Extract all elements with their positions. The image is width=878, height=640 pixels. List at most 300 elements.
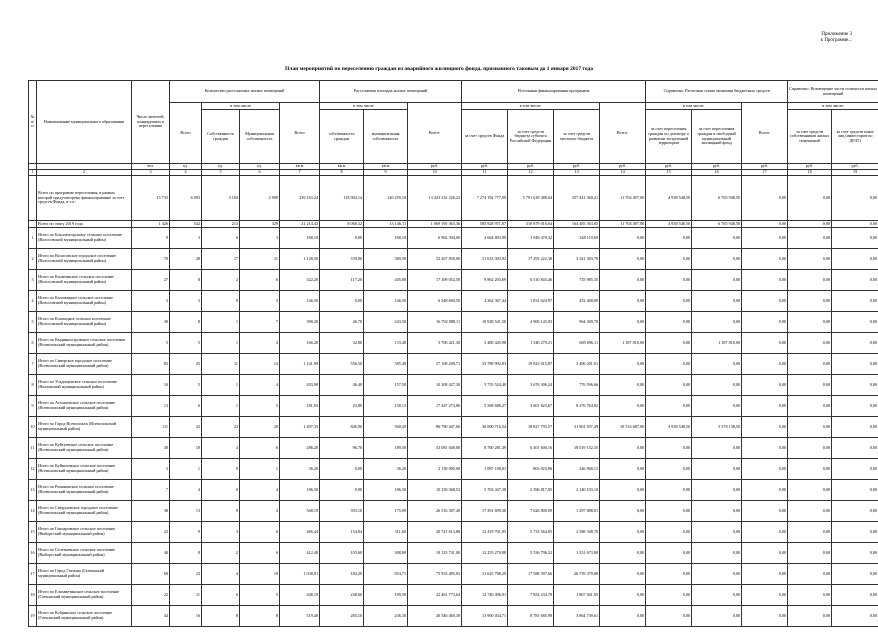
value-cell: 286,20 [280,438,320,459]
value-cell: 329 [240,221,280,228]
value-cell: 0,00 [788,417,832,438]
row-number: 5 [29,312,37,333]
value-cell: 0 [202,459,240,480]
value-cell: 0,00 [646,312,692,333]
column-number: 15 [646,170,692,176]
table-row [29,522,878,543]
row-number: 15 [29,522,37,543]
municipality-name: Итого по Город Всеволожск (Всеволожский муниципальный район) [37,417,132,438]
value-cell: 9 [132,228,170,249]
value-cell: 0,00 [742,564,788,585]
value-cell: 4 [240,480,280,501]
value-cell: 4 938 548,50 [646,176,692,221]
value-cell: 0,00 [742,312,788,333]
value-cell: 0,00 [600,375,646,396]
column-number: 12 [508,170,554,176]
value-cell: 0,00 [646,228,692,249]
value-cell: 6 [240,543,280,564]
value-cell: 0,00 [646,249,692,270]
value-cell: 3 184 [202,176,240,221]
table-row [29,176,878,221]
value-cell: 0,00 [742,522,788,543]
value-cell: 164 485 363,65 [554,221,600,228]
value-cell: 0,00 [742,375,788,396]
value-cell: 542 [170,221,202,228]
value-cell: 412,40 [280,543,320,564]
col-area-municipal: муниципальная собственность [364,110,408,164]
value-cell: 310 879 016,64 [508,221,554,228]
value-cell: 11 [170,585,202,606]
value-cell: 0,00 [832,375,878,396]
value-cell: 69 [132,564,170,585]
value-cell: 0,00 [832,564,878,585]
column-number: 18 [788,170,832,176]
row-number: 6 [29,333,37,354]
value-cell: 0,00 [788,438,832,459]
value-cell: 348 119,69 [554,228,600,249]
row-number: 7 [29,354,37,375]
value-cell: 0,00 [646,375,692,396]
value-cell: 12 255 270,88 [462,543,508,564]
value-cell: 0,00 [692,606,742,627]
value-cell: 11 704 497,00 [600,221,646,228]
value-cell: 26 739 379,88 [554,564,600,585]
value-cell: 4 [202,564,240,585]
resettlement-plan-table [28,80,878,627]
value-cell: 6 765 948,50 [692,176,742,221]
unit-cell: руб. [788,164,832,170]
value-cell: 3 864 739,61 [554,606,600,627]
value-cell: 5 755 524,40 [462,375,508,396]
row-number: 17 [29,564,37,585]
value-cell: 846,90 [320,417,364,438]
col-fund: за счет средств Фонда [462,110,508,164]
value-cell: 0,00 [788,522,832,543]
value-cell: 23 [202,417,240,438]
table-row [29,438,878,459]
value-cell: 203,90 [280,375,320,396]
value-cell: 0,00 [692,270,742,291]
value-cell: 1 [240,459,280,480]
unit-cell: руб. [832,164,878,170]
value-cell: 0,00 [320,228,364,249]
value-cell: 0,00 [832,176,878,221]
value-cell: 10 [132,375,170,396]
value-cell: 6 510 843,46 [508,270,554,291]
value-cell: 0,00 [788,543,832,564]
value-cell: 4 [240,375,280,396]
value-cell: 0,00 [832,354,878,375]
unit-cell: кв.м [320,164,364,170]
value-cell: 0,00 [692,291,742,312]
value-cell: 4 [240,501,280,522]
col-area-citizens: собственность граждан [320,110,364,164]
col-area-total: Всего [280,103,320,164]
value-cell: 3 [240,291,280,312]
value-cell: 0,00 [646,438,692,459]
value-cell: 11 704 497,00 [600,176,646,221]
value-cell: 390,20 [280,312,320,333]
value-cell: 0,00 [600,396,646,417]
value-cell: 0,00 [832,333,878,354]
value-cell: 5 [170,375,202,396]
value-cell: 1 407,35 [280,417,320,438]
savings-subheader: в том числе: [646,103,742,110]
value-cell: 0,00 [320,480,364,501]
value-cell: 0,00 [788,228,832,249]
value-cell: 1 426 [132,221,170,228]
value-cell: 308,80 [364,543,408,564]
value-cell: 0,00 [646,564,692,585]
table-row [29,354,878,375]
value-cell: 11 [240,249,280,270]
value-cell: 6 [202,585,240,606]
value-cell: 6 [240,522,280,543]
value-cell: 0,00 [832,459,878,480]
municipality-name: Итого по Сиверское городское поселение (Всеволожский муниципальный район) [37,354,132,375]
value-cell: 1 540 279,21 [508,333,554,354]
table-row [29,459,878,480]
value-cell: 964 300,78 [554,312,600,333]
value-cell: 21 214,43 [280,221,320,228]
col-savings-total: Всего: [600,103,646,164]
value-cell: 0,00 [788,375,832,396]
value-cell: 0,00 [742,221,788,228]
value-cell: 10 [170,438,202,459]
value-cell: 5 [132,333,170,354]
row-number: 11 [29,438,37,459]
value-cell: 8 [240,606,280,627]
municipality-name: Итого по Селезневское сельское поселение (Выборгский муниципальный район) [37,543,132,564]
value-cell: 0,00 [832,270,878,291]
value-cell: 0,00 [646,354,692,375]
value-cell: 22 [132,585,170,606]
value-cell: 0,00 [600,501,646,522]
value-cell: 0,00 [600,606,646,627]
value-cell: 0,00 [320,291,364,312]
value-cell: 556,50 [320,354,364,375]
row-number: 4 [29,291,37,312]
value-cell: 2 138 000,00 [408,459,462,480]
value-cell: 8 781 685,98 [508,606,554,627]
value-cell: 5 568 686,27 [462,396,508,417]
value-cell: 0,00 [600,228,646,249]
row-number: 13 [29,480,37,501]
municipality-name: Итого по Елизаветинское сельское поселение (Гатчинский муниципальный район) [37,585,132,606]
value-cell: 448,10 [280,585,320,606]
value-cell: 3 676 306,24 [508,375,554,396]
value-cell: 0,00 [742,176,788,221]
value-cell: 0,00 [692,543,742,564]
value-cell: 5 702 447,38 [462,480,508,501]
value-cell: 146,50 [280,291,320,312]
group-savings: Справочно: Расчетная сумма экономии бюджетных средств [646,81,788,103]
value-cell: 5 536 796,32 [508,543,554,564]
municipality-name: Итого по Свердловское городское поселение (Всеволожский муниципальный район) [37,501,132,522]
value-cell: 0,00 [600,585,646,606]
value-cell: 5 733 564,05 [508,522,554,543]
col-local-budget: за счет средств местного бюджета [554,110,600,164]
value-cell: 0 [202,480,240,501]
value-cell: 27 [132,270,170,291]
unit-cell: руб. [600,164,646,170]
value-cell: 560,45 [364,417,408,438]
value-cell: 283,10 [320,606,364,627]
value-cell: 13 146,11 [364,221,408,228]
value-cell: 38 [132,501,170,522]
column-number: 3 [132,170,170,176]
value-cell: 685 696,11 [554,333,600,354]
value-cell: 735 985,35 [554,270,600,291]
value-cell: 0,00 [600,438,646,459]
value-cell: 7 854 234,78 [508,585,554,606]
col-subject-budget: за счет средств бюджета субъекта Российской Федерации [508,110,554,164]
value-cell: 1 069 195 363,36 [408,221,462,228]
value-cell: 0,00 [788,459,832,480]
value-cell: 0,00 [646,396,692,417]
value-cell: 10 239 368,53 [408,480,462,501]
table-row [29,606,878,627]
value-cell: 6 765 948,50 [692,221,742,228]
unit-cell: руб. [462,164,508,170]
value-cell: 1 831 624,97 [508,291,554,312]
value-cell: 0,00 [788,333,832,354]
value-cell: 23 [132,522,170,543]
value-cell: 0,00 [646,291,692,312]
value-cell: 6 [170,396,202,417]
value-cell: 19 123 741,00 [408,543,462,564]
value-cell: 0,00 [320,459,364,480]
column-number: 10 [408,170,462,176]
value-cell: 0,00 [742,333,788,354]
value-cell: 213 [202,221,240,228]
value-cell: 83 [132,354,170,375]
value-cell: 1 [202,396,240,417]
value-cell: 0,00 [742,606,788,627]
value-cell: 31 961 937,49 [554,417,600,438]
value-cell: 103,60 [320,543,364,564]
column-number: 1 [29,170,37,176]
value-cell: 0,00 [692,522,742,543]
appendix-note: Приложение 3 к Программе... [820,32,852,43]
column-number: 7 [280,170,320,176]
value-cell: 8 [170,543,202,564]
column-number: 6 [240,170,280,176]
value-cell: 33 081 040,00 [408,438,462,459]
table-row [29,501,878,522]
count-subheader: в том числе [202,103,280,110]
value-cell: 466,44 [280,522,320,543]
value-cell: 36,20 [280,459,320,480]
value-cell: 186,30 [280,480,320,501]
value-cell: 1 297 888,01 [554,501,600,522]
value-cell: 75 933 485,83 [408,564,462,585]
value-cell: 166,20 [280,333,320,354]
municipality-name: Итого по Калитинское сельское поселение (Волосовский муниципальный район) [37,270,132,291]
column-number: 4 [170,170,202,176]
value-cell: 18 019 152,35 [554,438,600,459]
value-cell: 184,20 [320,564,364,585]
unit-cell: руб. [508,164,554,170]
value-cell: 0,00 [600,249,646,270]
value-cell: 17 588 397,66 [508,564,554,585]
value-cell: 25 [170,354,202,375]
group-area: Расселяемая площадь жилых помещений [320,81,462,103]
value-cell: 1 [202,333,240,354]
value-cell: 0,00 [832,221,878,228]
municipality-name: Итого по Волосовское городское поселение (Волосовский муниципальный район) [37,249,132,270]
row-number: 1 [29,228,37,249]
value-cell: 5 706 421,30 [408,333,462,354]
table-row [29,333,878,354]
value-cell: 181,93 [280,396,320,417]
column-number: 11 [462,170,508,176]
value-cell: 20 741 613,80 [408,522,462,543]
value-cell: 175,09 [364,501,408,522]
value-cell: 0,00 [692,501,742,522]
value-cell: 33 789 992,83 [462,354,508,375]
unit-cell: руб. [646,164,692,170]
value-cell: 1 867 041,95 [554,585,600,606]
value-cell: 10 208 427,30 [408,375,462,396]
municipality-name: Итого по Кобринское сельское поселение (Гатчинский муниципальный район) [37,606,132,627]
value-cell: 133,40 [364,333,408,354]
value-cell: 0,00 [742,459,788,480]
value-cell: 0,00 [742,396,788,417]
value-cell: 2 [202,543,240,564]
value-cell: 6 548 660,50 [408,291,462,312]
refund-subheader: в том числе: [788,103,878,110]
value-cell: 17 109 052,50 [408,270,462,291]
row-number: 18 [29,585,37,606]
col-residents: Число жителей, планируемых к переселению [132,81,170,164]
value-cell: 0,00 [742,543,788,564]
value-cell: 0,00 [646,522,692,543]
value-cell: 18 827 793,57 [508,417,554,438]
column-number: 14 [600,170,646,176]
value-cell: 1 038,91 [280,564,320,585]
value-cell: 8 068,32 [320,221,364,228]
value-cell: 1 087 108,01 [462,459,508,480]
value-cell: 16 792 988,11 [408,312,462,333]
municipality-name: Итого по Город Гатчина (Гатчинский муниципальный район) [37,564,132,585]
value-cell: 0,00 [692,459,742,480]
value-cell: 0,00 [742,501,788,522]
municipality-name: Итого по Бокситогорскому сельское поселение (Волосовский муниципальный район) [37,228,132,249]
table-row [29,228,878,249]
col-refund-total: Всего: [742,103,788,164]
value-cell: 157,50 [364,375,408,396]
value-cell: 0,00 [646,543,692,564]
value-cell: 10 516 687,00 [600,417,646,438]
value-cell: 13 423 232 226,23 [408,176,462,221]
value-cell: 9 [202,501,240,522]
table-row [29,564,878,585]
column-number: 8 [320,170,364,176]
value-cell: 46,40 [320,375,364,396]
row-number: 16 [29,543,37,564]
value-cell: 0,00 [692,396,742,417]
value-cell: 0,00 [788,585,832,606]
value-cell: 568,19 [280,501,320,522]
value-cell: 86 790 447,60 [408,417,462,438]
value-cell: 7 [132,480,170,501]
value-cell: 0,00 [788,564,832,585]
value-cell: 0,00 [788,606,832,627]
value-cell: 0,00 [832,312,878,333]
value-cell: 0,00 [832,480,878,501]
value-cell: 117,20 [320,270,364,291]
table-row [29,312,878,333]
value-cell: 46,70 [320,312,364,333]
value-cell: 0,00 [692,564,742,585]
table-body [29,176,878,627]
value-cell: 0,00 [788,312,832,333]
value-cell: 44 [132,606,170,627]
unit-cell: ед. [240,164,280,170]
col-count-municipal: Муниципальная собственность [240,110,280,164]
municipality-name: Итого по Клопицкое сельское поселение (Волосовский муниципальный район) [37,312,132,333]
col-no: № п/п [29,81,37,164]
value-cell: 36 000 716,54 [462,417,508,438]
value-cell: 0,00 [692,354,742,375]
value-cell: 6 962 394,00 [408,228,462,249]
value-cell: 9 [170,522,202,543]
unit-cell: руб. [742,164,788,170]
value-cell: 2 909 [240,176,280,221]
row-number: 12 [29,459,37,480]
value-cell: 30 [132,438,170,459]
value-cell: 4 [170,480,202,501]
value-cell: 36,20 [364,459,408,480]
value-cell: 26 546 460,30 [408,606,462,627]
row-number: 9 [29,396,37,417]
value-cell: 0,00 [832,249,878,270]
value-cell: 1 331 673,80 [554,543,600,564]
value-cell: 17 391 699,30 [462,501,508,522]
municipality-name: Итого по Куйвозовское сельское поселение (Всеволожский муниципальный район) [37,459,132,480]
column-number: 17 [742,170,788,176]
value-cell: 0,00 [788,221,832,228]
table-row [29,270,878,291]
value-cell: 0,00 [832,522,878,543]
value-cell: 13 [132,396,170,417]
value-cell: 0,00 [742,417,788,438]
value-cell: 0,00 [742,585,788,606]
value-cell: 205,00 [364,270,408,291]
value-cell: 0,00 [692,375,742,396]
value-cell: 0,00 [742,249,788,270]
value-cell: 0,00 [742,480,788,501]
unit-cell: руб. [692,164,742,170]
value-cell: 0,00 [646,333,692,354]
value-cell: 70 [132,249,170,270]
municipality-name: Итого по Каложицкое сельское поселение (Волосовский муниципальный район) [37,291,132,312]
value-cell: 0,00 [646,270,692,291]
document-title: План мероприятий по переселению граждан из аварийного жилищного фонда, признанного таковым до 1 января 2017 года [284,66,594,72]
value-cell: 0,00 [788,270,832,291]
value-cell: 0,00 [600,480,646,501]
value-cell: 1 [202,312,240,333]
value-cell: 0,00 [742,270,788,291]
value-cell: 96,70 [320,438,364,459]
table-header [29,81,878,176]
column-number: 16 [692,170,742,176]
value-cell: 0,00 [742,228,788,249]
municipality-name: Итого по Усадищенское сельское поселение (Волховский муниципальный район) [37,375,132,396]
value-cell: 3 [170,228,202,249]
value-cell: 111 [132,417,170,438]
